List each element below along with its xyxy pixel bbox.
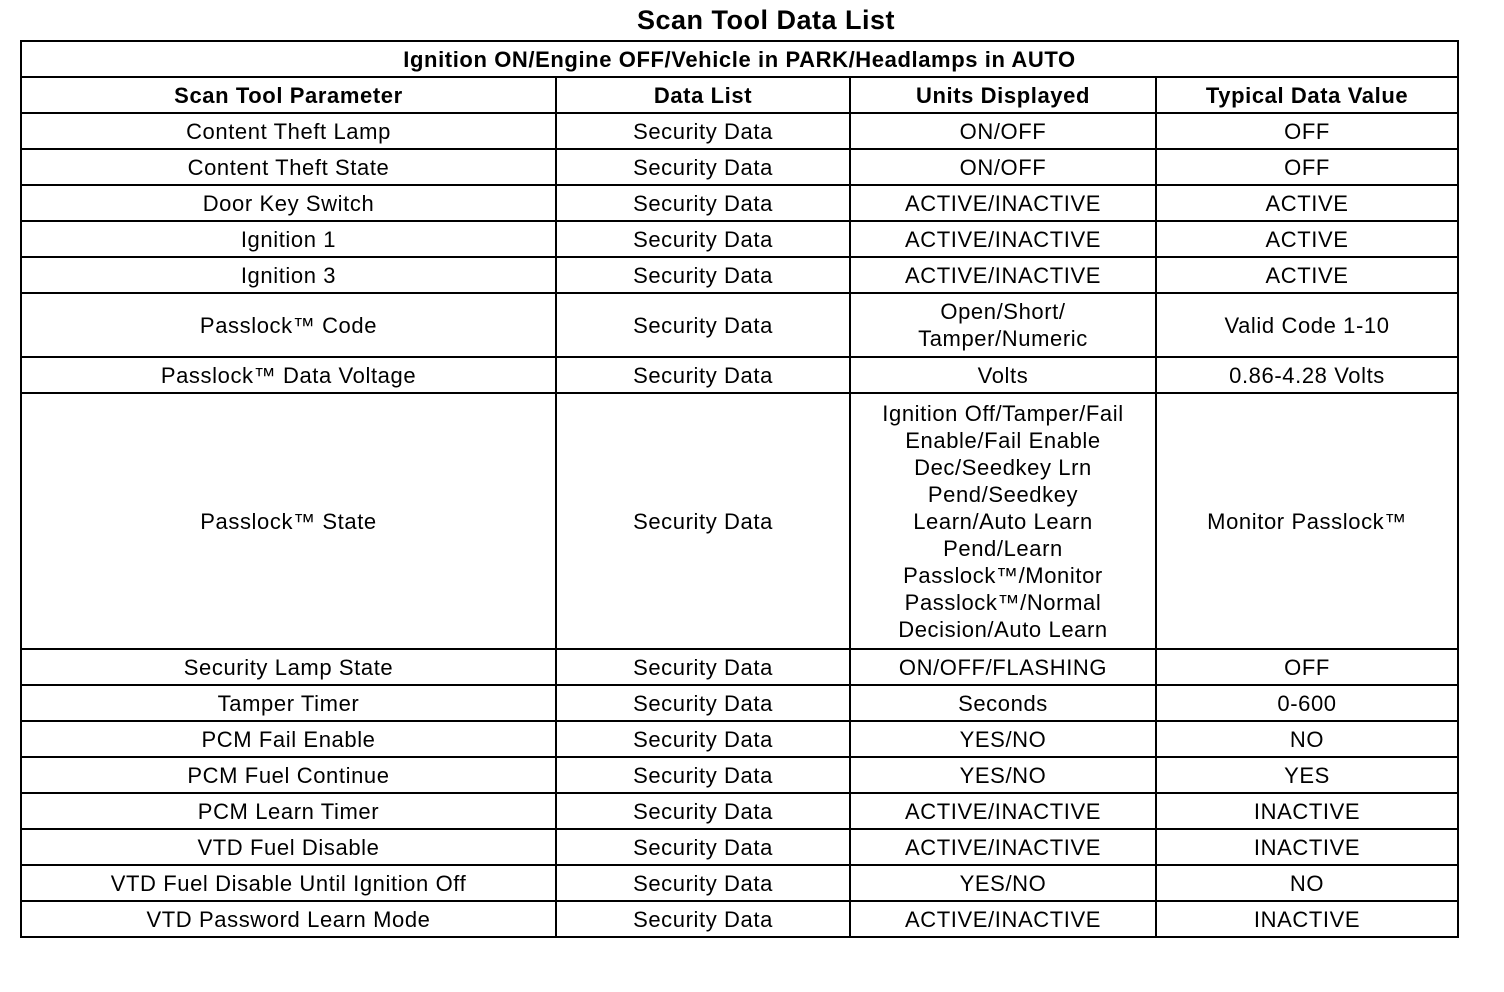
cell-typical-value (1156, 829, 1458, 865)
table-row (21, 257, 1458, 293)
cell-units (850, 185, 1156, 221)
cell-parameter (21, 221, 556, 257)
cell-typical-value-text: Monitor Passlock™ (1207, 508, 1407, 534)
cell-data-list (556, 649, 850, 685)
cell-units-text: ON/OFF/FLASHING (898, 654, 1108, 680)
cell-units (850, 293, 1156, 357)
cell-parameter-text: Passlock™ Data Voltage (160, 362, 417, 388)
cell-units-text: ACTIVE/INACTIVE (904, 226, 1102, 252)
cell-parameter (21, 113, 556, 149)
cell-data-list-text: Security Data (633, 312, 773, 338)
cell-units (850, 257, 1156, 293)
cell-data-list-text: Security Data (633, 118, 773, 144)
cell-data-list-text: Security Data (633, 226, 773, 252)
cell-parameter (21, 257, 556, 293)
scan-tool-data-table (20, 40, 1459, 938)
cell-data-list (556, 865, 850, 901)
cell-units-text: YES/NO (959, 726, 1047, 752)
cell-data-list-text: Security Data (633, 154, 773, 180)
table-body (21, 113, 1458, 937)
cell-units (850, 865, 1156, 901)
cell-parameter (21, 793, 556, 829)
table-row (21, 293, 1458, 357)
cell-typical-value (1156, 757, 1458, 793)
cell-units (850, 757, 1156, 793)
cell-data-list (556, 221, 850, 257)
cell-units (850, 113, 1156, 149)
cell-parameter (21, 293, 556, 357)
cell-units-text: Volts (977, 362, 1029, 388)
cell-units-text: ON/OFF (959, 118, 1047, 144)
cell-typical-value-text: NO (1289, 870, 1325, 896)
cell-units (850, 393, 1156, 649)
cell-parameter (21, 393, 556, 649)
cell-typical-value (1156, 357, 1458, 393)
column-header-row (21, 77, 1458, 113)
cell-data-list (556, 901, 850, 937)
cell-data-list (556, 113, 850, 149)
cell-typical-value (1156, 293, 1458, 357)
cell-units-text: ACTIVE/INACTIVE (904, 906, 1102, 932)
table-row (21, 685, 1458, 721)
cell-typical-value (1156, 685, 1458, 721)
cell-typical-value-text: INACTIVE (1253, 798, 1361, 824)
cell-typical-value (1156, 393, 1458, 649)
cell-typical-value-text: 0.86-4.28 Volts (1229, 362, 1385, 388)
cell-parameter-text: Security Lamp State (183, 654, 394, 680)
cell-typical-value-text: YES (1284, 762, 1330, 788)
cell-typical-value-text: Valid Code 1-10 (1224, 312, 1390, 338)
cell-units-text: ON/OFF (959, 154, 1047, 180)
cell-parameter (21, 185, 556, 221)
cell-parameter (21, 901, 556, 937)
cell-parameter-text: Ignition 1 (240, 226, 337, 252)
table-row (21, 649, 1458, 685)
cell-data-list (556, 393, 850, 649)
cell-units-text: Seconds (958, 690, 1048, 716)
condition-header: Ignition ON/Engine OFF/Vehicle in PARK/Headlamps in AUTO (21, 41, 1458, 77)
cell-parameter (21, 865, 556, 901)
column-header-typical-value: Typical Data Value (1156, 77, 1458, 113)
cell-parameter-text: PCM Learn Timer (197, 798, 380, 824)
cell-units-text: ACTIVE/INACTIVE (904, 798, 1102, 824)
cell-data-list-text: Security Data (633, 190, 773, 216)
cell-typical-value-text: NO (1289, 726, 1325, 752)
cell-parameter (21, 757, 556, 793)
cell-units-text: ACTIVE/INACTIVE (904, 834, 1102, 860)
cell-data-list-text: Security Data (633, 362, 773, 388)
cell-typical-value-text: INACTIVE (1253, 834, 1361, 860)
cell-parameter-text: VTD Password Learn Mode (146, 906, 431, 932)
cell-data-list (556, 757, 850, 793)
cell-units-text: YES/NO (959, 762, 1047, 788)
table-row (21, 757, 1458, 793)
cell-units-text: ACTIVE/INACTIVE (904, 190, 1102, 216)
table-row (21, 113, 1458, 149)
cell-data-list (556, 357, 850, 393)
cell-typical-value (1156, 721, 1458, 757)
cell-parameter-text: Door Key Switch (202, 190, 375, 216)
cell-typical-value-text: OFF (1284, 654, 1330, 680)
cell-units (850, 901, 1156, 937)
cell-data-list (556, 829, 850, 865)
cell-units (850, 357, 1156, 393)
table-row (21, 865, 1458, 901)
cell-parameter-text: VTD Fuel Disable (197, 834, 380, 860)
table-row (21, 393, 1458, 649)
cell-typical-value-text: 0-600 (1277, 690, 1337, 716)
cell-data-list-text: Security Data (633, 508, 773, 534)
cell-parameter-text: Passlock™ State (200, 508, 377, 534)
cell-parameter-text: Ignition 3 (240, 262, 337, 288)
cell-data-list (556, 793, 850, 829)
cell-data-list-text: Security Data (633, 798, 773, 824)
table-row (21, 185, 1458, 221)
column-header-data-list: Data List (556, 77, 850, 113)
cell-typical-value (1156, 257, 1458, 293)
cell-parameter (21, 149, 556, 185)
table-row (21, 793, 1458, 829)
cell-typical-value-text: OFF (1284, 118, 1330, 144)
cell-units (850, 649, 1156, 685)
cell-units-text: ACTIVE/INACTIVE (904, 262, 1102, 288)
cell-parameter-text: Tamper Timer (217, 690, 360, 716)
cell-typical-value (1156, 149, 1458, 185)
cell-units (850, 721, 1156, 757)
cell-data-list-text: Security Data (633, 726, 773, 752)
cell-data-list (556, 293, 850, 357)
column-header-units: Units Displayed (850, 77, 1156, 113)
table-row (21, 901, 1458, 937)
table-row (21, 149, 1458, 185)
page-title: Scan Tool Data List (636, 5, 896, 35)
cell-typical-value (1156, 113, 1458, 149)
cell-data-list-text: Security Data (633, 834, 773, 860)
cell-data-list-text: Security Data (633, 262, 773, 288)
cell-units (850, 221, 1156, 257)
cell-parameter-text: Content Theft State (187, 154, 390, 180)
cell-parameter-text: VTD Fuel Disable Until Ignition Off (110, 870, 467, 896)
cell-parameter (21, 649, 556, 685)
cell-data-list-text: Security Data (633, 762, 773, 788)
column-header-parameter: Scan Tool Parameter (21, 77, 556, 113)
cell-parameter (21, 721, 556, 757)
cell-units (850, 829, 1156, 865)
table-row (21, 357, 1458, 393)
cell-parameter-text: Passlock™ Code (199, 312, 378, 338)
cell-typical-value (1156, 221, 1458, 257)
cell-parameter (21, 357, 556, 393)
cell-parameter (21, 685, 556, 721)
table-row (21, 721, 1458, 757)
cell-data-list (556, 685, 850, 721)
cell-data-list-text: Security Data (633, 654, 773, 680)
cell-typical-value (1156, 793, 1458, 829)
cell-typical-value (1156, 649, 1458, 685)
cell-data-list (556, 721, 850, 757)
cell-units (850, 149, 1156, 185)
table-row (21, 221, 1458, 257)
cell-parameter (21, 829, 556, 865)
cell-data-list (556, 149, 850, 185)
cell-typical-value-text: OFF (1284, 154, 1330, 180)
cell-parameter-text: PCM Fuel Continue (187, 762, 390, 788)
cell-typical-value-text: ACTIVE (1265, 262, 1349, 288)
cell-units (850, 685, 1156, 721)
cell-typical-value (1156, 901, 1458, 937)
condition-row (21, 41, 1458, 77)
cell-units-text: Ignition Off/Tamper/Fail Enable/Fail Enable Dec/Seedkey Lrn Pend/Seedkey Learn/Auto Learn Pend/Learn Passlock™/Monitor Passlock™/Normal Decision/Auto Learn (882, 400, 1124, 642)
cell-parameter-text: PCM Fail Enable (201, 726, 376, 752)
cell-typical-value (1156, 185, 1458, 221)
cell-typical-value-text: INACTIVE (1253, 906, 1361, 932)
cell-typical-value (1156, 865, 1458, 901)
cell-data-list-text: Security Data (633, 870, 773, 896)
cell-data-list (556, 257, 850, 293)
cell-units (850, 793, 1156, 829)
cell-typical-value-text: ACTIVE (1265, 190, 1349, 216)
cell-units-text: YES/NO (959, 870, 1047, 896)
cell-units-text: Open/Short/ Tamper/Numeric (918, 299, 1088, 351)
cell-parameter-text: Content Theft Lamp (186, 118, 391, 144)
cell-data-list-text: Security Data (633, 690, 773, 716)
table-row (21, 829, 1458, 865)
cell-data-list-text: Security Data (633, 906, 773, 932)
cell-data-list (556, 185, 850, 221)
cell-typical-value-text: ACTIVE (1265, 226, 1349, 252)
